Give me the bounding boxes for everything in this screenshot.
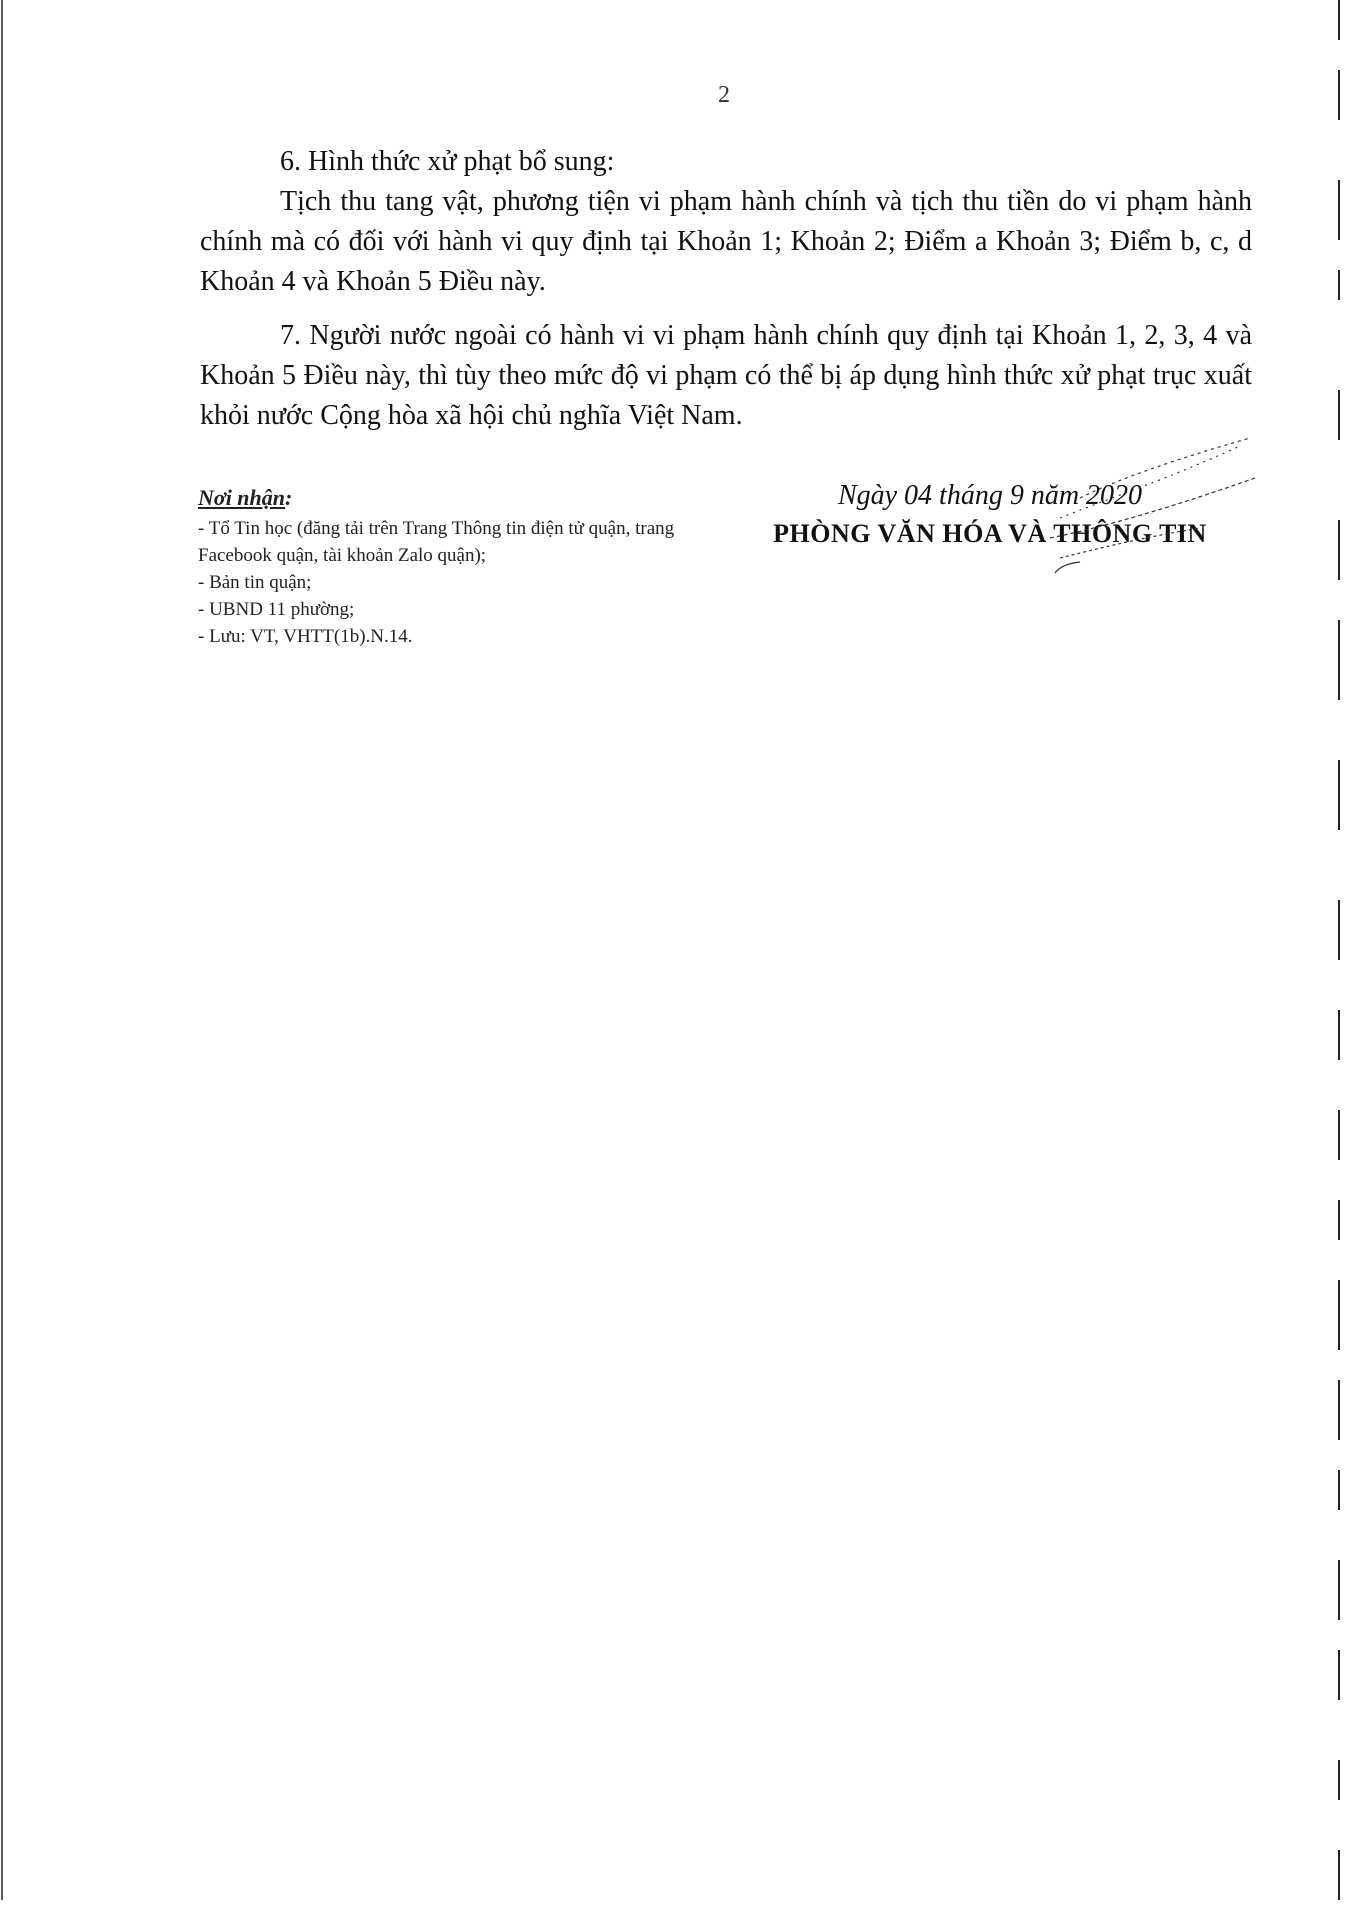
item-6-heading: 6. Hình thức xử phạt bổ sung: xyxy=(280,146,615,177)
scan-edge-left xyxy=(0,0,14,1920)
signature-date: Ngày 04 tháng 9 năm 2020 xyxy=(837,480,1143,511)
recipient-item: - Tổ Tin học (đăng tải trên Trang Thông tin điện tử quận, trang Facebook quận, tài khoản Zalo quận); xyxy=(198,518,675,566)
handwritten-signature xyxy=(1040,438,1260,578)
item-6-text: Tịch thu tang vật, phương tiện vi phạm hành chính và tịch thu tiền do vi phạm hành chính mà có đối với hành vi quy định tại Khoản 1; Khoản 2; Điểm a Khoản 3; Điểm b, c, d Khoản 4 và Khoản 5 Điều này. xyxy=(200,186,1252,297)
recipients-heading xyxy=(198,484,698,511)
document-body xyxy=(200,142,1252,436)
recipients-heading-colon: : xyxy=(285,485,293,510)
item-7-text: 7. Người nước ngoài có hành vi vi phạm hành chính quy định tại Khoản 1, 2, 3, 4 và Khoản 5 Điều này, thì tùy theo mức độ vi phạm có thể bị áp dụng hình thức xử phạt trục xuất khỏi nước Cộng hòa xã hội chủ nghĩa Việt Nam. xyxy=(200,320,1252,431)
recipients-list xyxy=(198,515,698,650)
recipients-block xyxy=(198,484,698,650)
signature-organization: PHÒNG VĂN HÓA VÀ THÔNG TIN xyxy=(773,519,1207,548)
recipients-heading-label: Nơi nhận xyxy=(198,485,286,510)
recipient-item: - Lưu: VT, VHTT(1b).N.14. xyxy=(198,626,413,647)
page-number: 2 xyxy=(718,82,730,108)
scan-edge-right xyxy=(1327,0,1357,1920)
recipient-item: - UBND 11 phường; xyxy=(198,599,355,620)
recipient-item: - Bản tin quận; xyxy=(198,572,312,593)
